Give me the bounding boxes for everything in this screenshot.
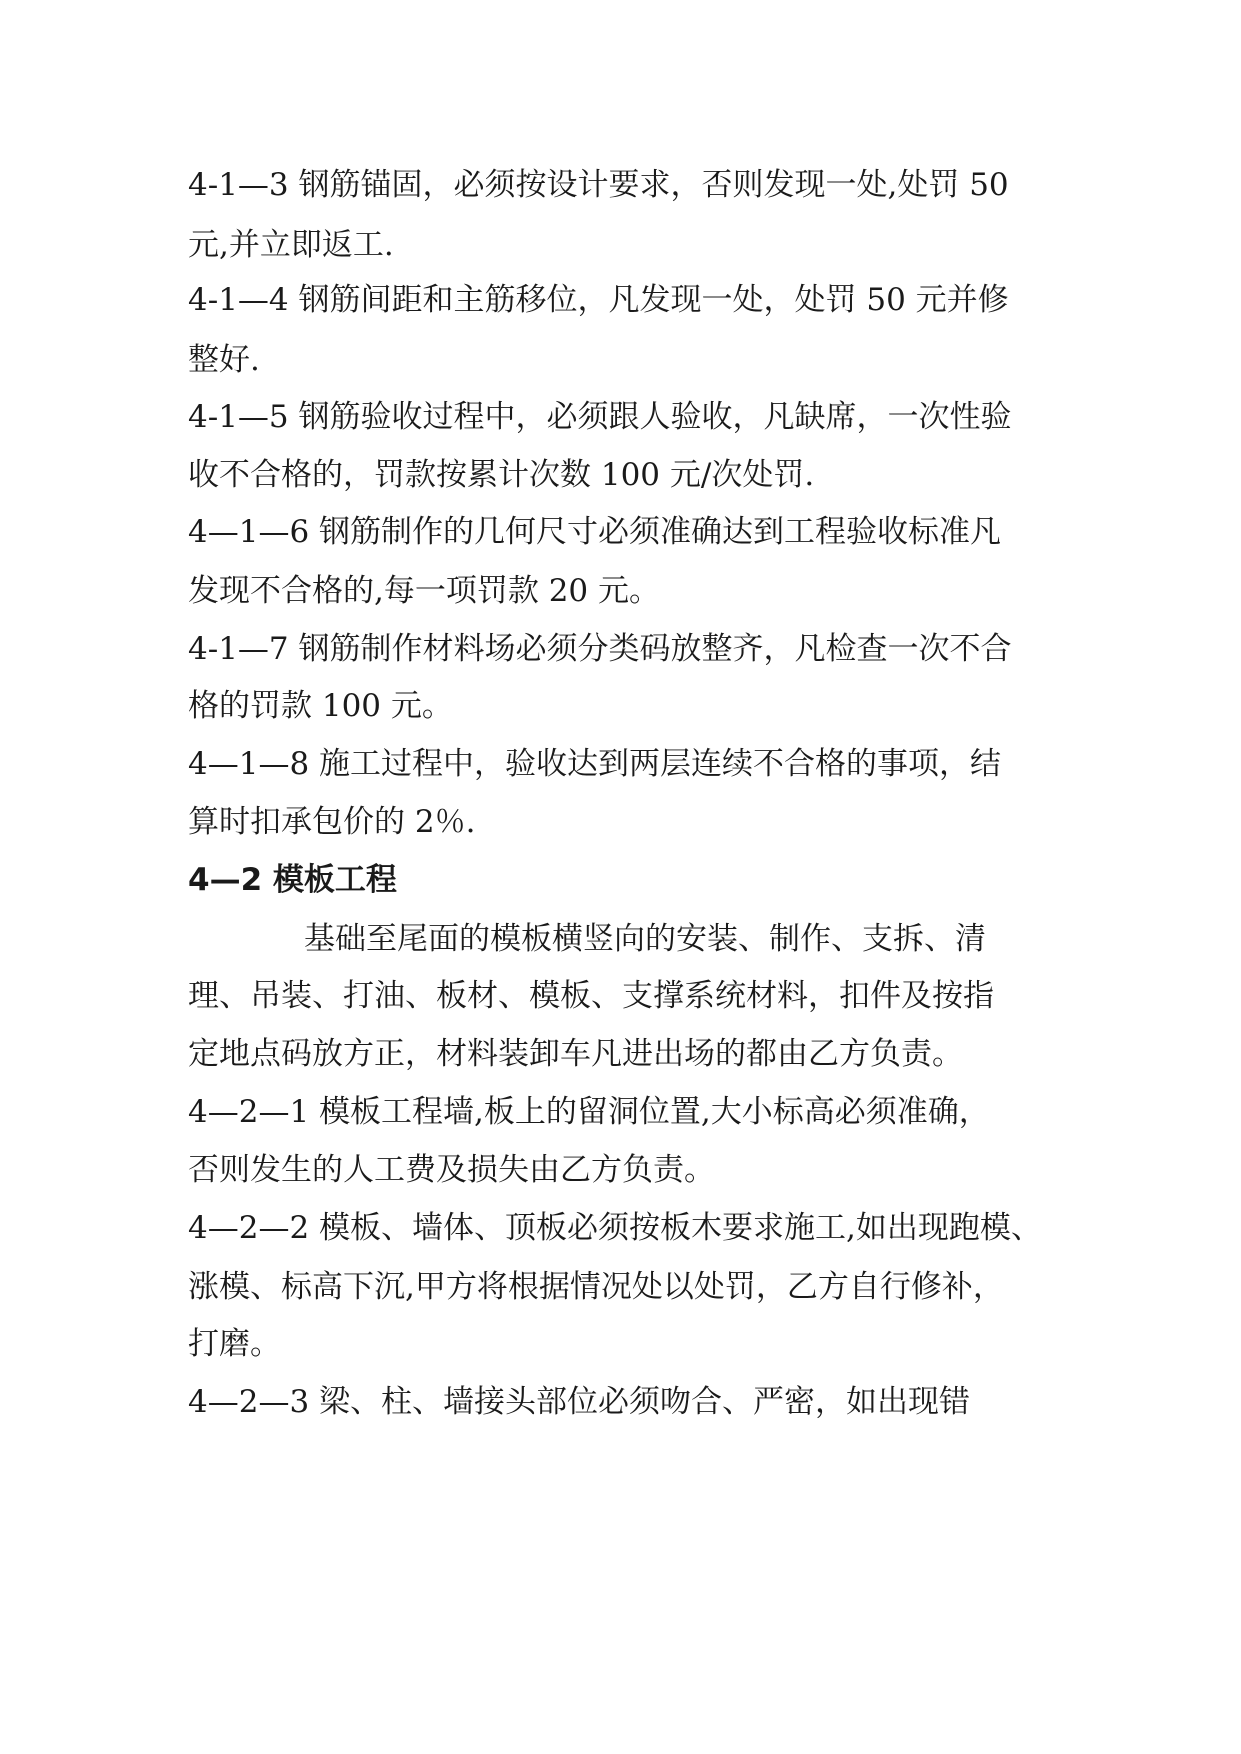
text-line: 4-1—4 钢筋间距和主筋移位，凡发现一处，处罚 50 元并修: [188, 282, 1009, 318]
text-line: 发现不合格的,每一项罚款 20 元。: [188, 573, 661, 609]
text-line: 基础至尾面的模板横竖向的安装、制作、支拆、清: [304, 921, 986, 957]
text-line: 打磨。: [188, 1326, 281, 1362]
text-line: 4—2—2 模板、墙体、顶板必须按板木要求施工,如出现跑模、: [188, 1210, 1042, 1246]
text-line: 格的罚款 100 元。: [188, 688, 453, 724]
text-line: 算时扣承包价的 2％.: [188, 804, 476, 840]
text-line: 收不合格的，罚款按累计次数 100 元/次处罚.: [188, 457, 815, 493]
text-line: 4—1—6 钢筋制作的几何尺寸必须准确达到工程验收标准凡: [188, 514, 1002, 550]
text-line: 4—2—1 模板工程墙,板上的留洞位置,大小标高必须准确，: [188, 1094, 990, 1130]
text-line: 4—2—3 梁、柱、墙接头部位必须吻合、严密，如出现错: [188, 1384, 971, 1420]
text-line: 定地点码放方正，材料装卸车凡进出场的都由乙方负责。: [188, 1036, 963, 1072]
text-line: 4—1—8 施工过程中，验收达到两层连续不合格的事项，结: [188, 746, 1002, 782]
section-heading: 4—2 模板工程: [188, 862, 397, 898]
text-line: 元,并立即返工.: [188, 227, 394, 263]
text-line: 4-1—7 钢筋制作材料场必须分类码放整齐，凡检查一次不合: [188, 631, 1012, 667]
text-line: 理、吊装、打油、板材、模板、支撑系统材料，扣件及按指: [188, 978, 994, 1014]
text-line: 4-1—5 钢筋验收过程中，必须跟人验收，凡缺席，一次性验: [188, 399, 1012, 435]
text-line: 否则发生的人工费及损失由乙方负责。: [188, 1152, 715, 1188]
text-line: 整好.: [188, 342, 260, 378]
text-line: 4-1—3 钢筋锚固，必须按设计要求，否则发现一处,处罚 50: [188, 167, 1009, 203]
text-line: 涨模、标高下沉,甲方将根据情况处以处罚，乙方自行修补，: [188, 1269, 1004, 1305]
